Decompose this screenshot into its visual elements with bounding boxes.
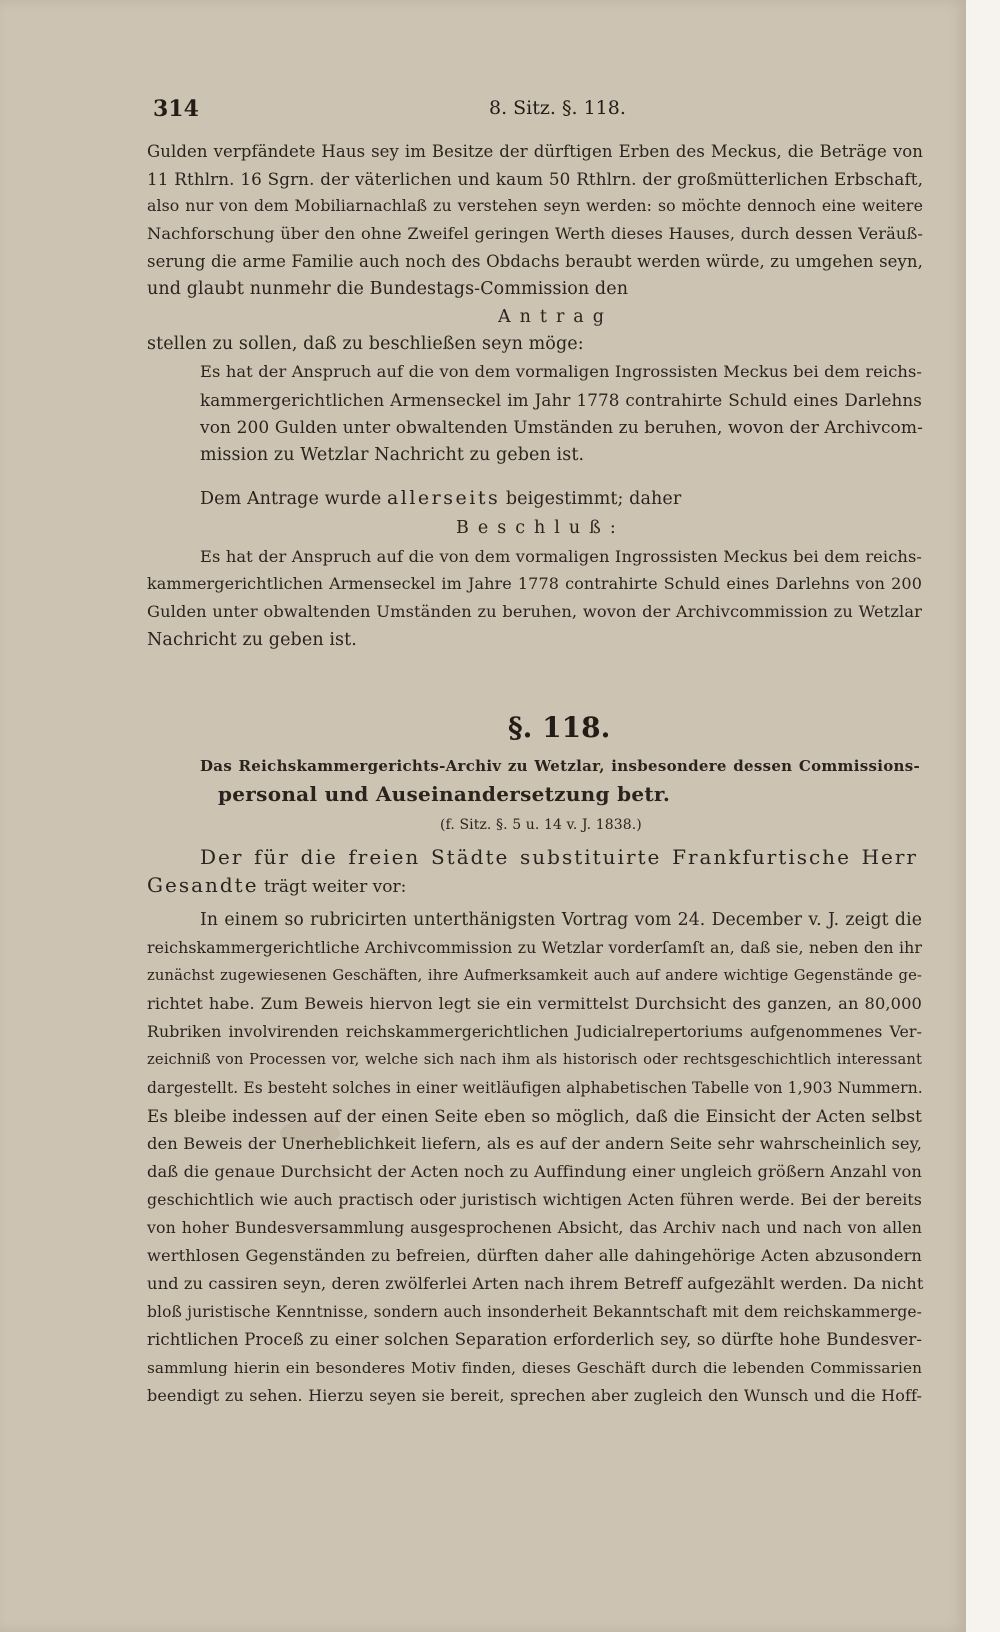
text-line: Rubriken involvirenden reichskammergerichtlichen Judicialrepertoriums aufgenommenes Ver-	[147, 1022, 922, 1041]
text-line: reichskammergerichtliche Archivcommission zu Wetzlar vorderſamſt an, daß sie, neben den ihr	[147, 938, 922, 957]
speaker-title: Gesandte	[147, 873, 259, 897]
text-line: von hoher Bundesversammlung ausgesprochenen Absicht, das Archiv nach und nach von allen	[147, 1218, 922, 1237]
agreement-emphasis: allerseits	[386, 487, 501, 509]
text-line: mission zu Wetzlar Nachricht zu geben ist.	[200, 445, 585, 465]
text-line: daß die genaue Durchsicht der Acten noch zu Auffindung einer ungleich größern Anzahl von	[147, 1162, 922, 1181]
text-line: In einem so rubricirten unterthänigsten Vortrag vom 24. December v. J. zeigt die	[200, 910, 922, 930]
section-title-line: personal und Auseinandersetzung betr.	[218, 782, 671, 806]
text-line: Nachforschung über den ohne Zweifel geringen Werth dieses Hauses, durch dessen Veräuß-	[147, 224, 923, 243]
text-line: und zu cassiren seyn, deren zwölferlei Arten nach ihrem Betreff aufgezählt werden. Da nicht	[147, 1274, 924, 1293]
speaker-verb: trägt weiter vor:	[258, 877, 407, 897]
text-line: werthlosen Gegenständen zu befreien, dürften daher alle dahingehörige Acten abzusondern	[147, 1246, 922, 1265]
page-edge	[960, 0, 1000, 1632]
text-line: serung die arme Familie auch noch des Obdachs beraubt werden würde, zu umgehen seyn,	[147, 252, 923, 271]
text-line: Es hat der Anspruch auf die von dem vormaligen Ingrossisten Meckus bei dem reichs-	[200, 362, 922, 381]
text-line: bloß juristische Kenntnisse, sondern auch insonderheit Bekanntschaft mit dem reichskammerge-	[147, 1303, 922, 1321]
text-line: beendigt zu sehen. Hierzu seyen sie bereit, sprechen aber zugleich den Wunsch und die Hoff-	[147, 1386, 922, 1405]
agreement-text: Dem Antrage wurde	[200, 489, 387, 509]
text-line: 11 Rthlrn. 16 Sgrn. der väterlichen und kaum 50 Rthlrn. der großmütterlichen Erbschaft,	[147, 169, 923, 189]
text-line: von 200 Gulden unter obwaltenden Umständen zu beruhen, wovon der Archivcom-	[200, 418, 923, 438]
speaker-line: Der für die freien Städte substituirte Frankfurtische Herr	[200, 845, 918, 869]
antrag-heading: Antrag	[498, 307, 613, 327]
running-title: 8. Sitz. §. 118.	[489, 97, 626, 119]
text-line: dargestellt. Es besteht solches in einer weitläufigen alphabetischen Tabelle von 1,903 Nummern.	[147, 1079, 923, 1097]
antrag-lead: stellen zu sollen, daß zu beschließen seyn möge:	[147, 334, 584, 354]
section-reference: (f. Sitz. §. 5 u. 14 v. J. 1838.)	[440, 817, 642, 833]
text-line: Nachricht zu geben ist.	[147, 630, 357, 650]
text-line: sammlung hierin ein besonderes Motiv finden, dieses Geschäft durch die lebenden Commissarien	[147, 1359, 922, 1377]
text-line: also nur von dem Mobiliarnachlaß zu verstehen seyn werden: so möchte dennoch eine weitere	[147, 196, 923, 215]
agreement-line	[200, 486, 681, 511]
text-line: Es hat der Anspruch auf die von dem vormaligen Ingrossisten Meckus bei dem reichs-	[200, 547, 922, 566]
text-line: Gulden verpfändete Haus sey im Besitze der dürftigen Erben des Meckus, die Beträge von	[147, 142, 923, 161]
text-line: den Beweis der Unerheblichkeit liefern, als es auf der andern Seite sehr wahrscheinlich sey,	[147, 1134, 922, 1153]
text-line: richtet habe. Zum Beweis hiervon legt sie ein vermittelst Durchsicht des ganzen, an 80,000	[147, 994, 922, 1013]
text-line: richtlichen Proceß zu einer solchen Separation erforderlich sey, so dürfte hohe Bundesver-	[147, 1330, 922, 1349]
agreement-text-end: beigestimmt; daher	[500, 489, 682, 509]
page-number: 314	[153, 96, 199, 122]
text-line: Es bleibe indessen auf der einen Seite eben so möglich, daß die Einsicht der Acten selbst	[147, 1106, 922, 1126]
section-number: §. 118.	[508, 711, 611, 744]
text-line: geschichtlich wie auch practisch oder juristisch wichtigen Acten führen werde. Bei der bereits	[147, 1190, 922, 1209]
section-title-line: Das Reichskammergerichts-Archiv zu Wetzlar, insbesondere dessen Commissions-	[200, 757, 920, 775]
text-line: Gulden unter obwaltenden Umständen zu beruhen, wovon der Archivcommission zu Wetzlar	[147, 602, 922, 621]
text-line: und glaubt nunmehr die Bundestags-Commission den	[147, 279, 629, 299]
text-line: zunächst zugewiesenen Geschäften, ihre Aufmerksamkeit auch auf andere wichtige Gegenstände ge-	[147, 967, 922, 984]
speaker-line-2	[147, 873, 406, 899]
beschluss-heading: Beschluß:	[456, 518, 625, 538]
text-line: kammergerichtlichen Armensеckel im Jahre 1778 contrahirte Schuld eines Darlehns von 200	[147, 574, 922, 593]
text-line: kammergerichtlichen Armensеckel im Jahr 1778 contrahirte Schuld eines Darlehns	[200, 390, 922, 410]
text-line: zeichniß von Processen vor, welche sich nach ihm als historisch oder rechtsgeschichtlich interessant	[147, 1051, 922, 1068]
